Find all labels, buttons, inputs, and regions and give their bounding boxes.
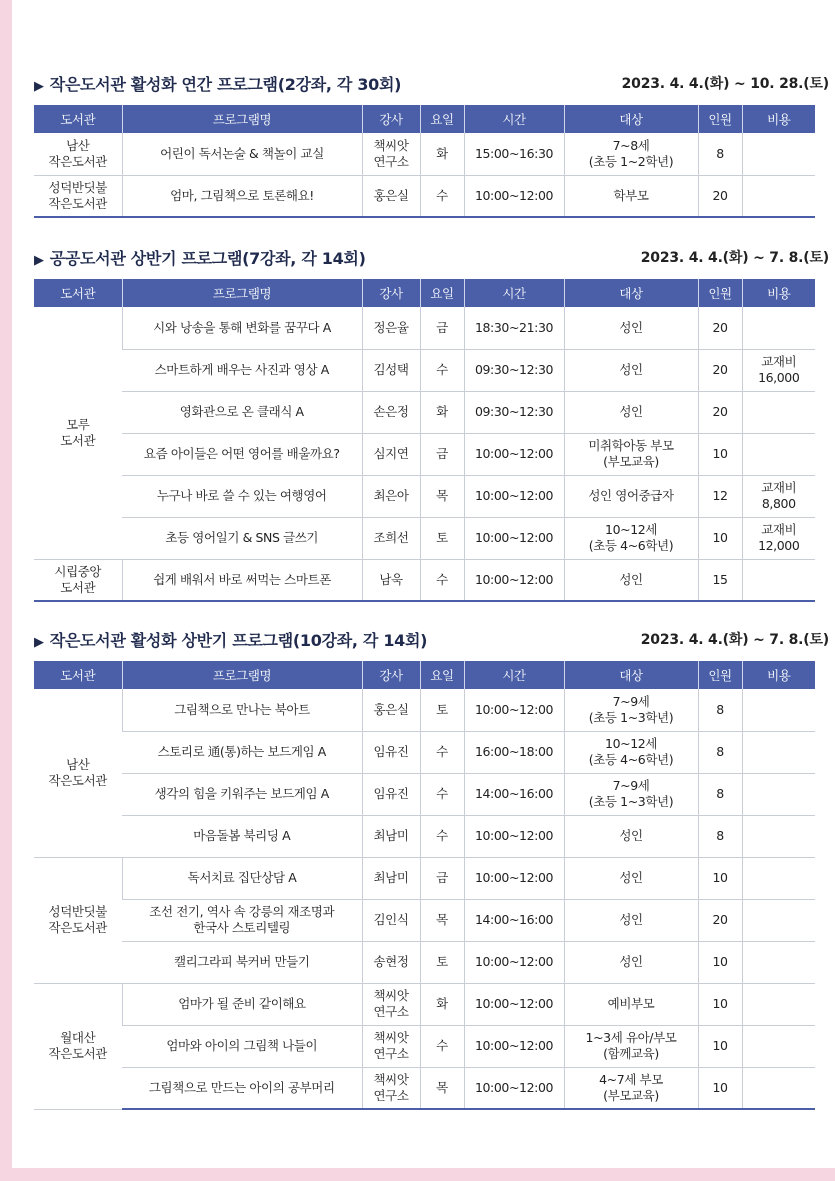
target-cell: 성인 <box>564 349 698 391</box>
column-header: 강사 <box>362 661 420 689</box>
time-cell: 10:00~12:00 <box>464 433 564 475</box>
time-cell: 10:00~12:00 <box>464 815 564 857</box>
instructor-cell: 김인식 <box>362 899 420 941</box>
program-name-cell: 쉽게 배워서 바로 써먹는 스마트폰 <box>122 559 362 601</box>
program-table <box>34 661 815 1110</box>
count-cell: 20 <box>698 307 742 349</box>
count-cell: 8 <box>698 731 742 773</box>
library-cell: 성덕반딧불 작은도서관 <box>34 175 122 217</box>
section-header <box>34 626 829 652</box>
instructor-cell: 책씨앗 연구소 <box>362 983 420 1025</box>
library-cell: 남산 작은도서관 <box>34 689 122 857</box>
column-header: 대상 <box>564 279 698 307</box>
library-cell: 성덕반딧불 작은도서관 <box>34 857 122 983</box>
table-row <box>34 899 815 941</box>
section-date: 2023. 4. 4.(화) ~ 10. 28.(토) <box>621 76 829 92</box>
target-cell: 성인 <box>564 941 698 983</box>
program-name-cell: 마음돌봄 북리딩 A <box>122 815 362 857</box>
section-title-text: 작은도서관 활성화 연간 프로그램(2강좌, 각 30회) <box>49 74 402 94</box>
cost-cell: 교재비 12,000 <box>742 517 815 559</box>
section-title <box>34 246 366 269</box>
table-row <box>34 349 815 391</box>
column-header: 인원 <box>698 661 742 689</box>
cost-cell <box>742 857 815 899</box>
day-cell: 화 <box>420 983 464 1025</box>
column-header: 강사 <box>362 279 420 307</box>
program-name-cell: 엄마, 그림책으로 토론해요! <box>122 175 362 217</box>
table-row <box>34 517 815 559</box>
table-row <box>34 815 815 857</box>
count-cell: 8 <box>698 689 742 731</box>
day-cell: 수 <box>420 773 464 815</box>
program-name-cell: 생각의 힘을 키워주는 보드게임 A <box>122 773 362 815</box>
day-cell: 수 <box>420 815 464 857</box>
instructor-cell: 홍은실 <box>362 175 420 217</box>
target-cell: 1~3세 유아/부모 (함께교육) <box>564 1025 698 1067</box>
column-header: 프로그램명 <box>122 105 362 133</box>
triangle-icon: ▶ <box>34 252 44 268</box>
instructor-cell: 홍은실 <box>362 689 420 731</box>
cost-cell <box>742 983 815 1025</box>
document-page <box>12 0 835 1168</box>
count-cell: 10 <box>698 983 742 1025</box>
program-name-cell: 독서치료 집단상담 A <box>122 857 362 899</box>
column-header: 대상 <box>564 105 698 133</box>
day-cell: 목 <box>420 899 464 941</box>
instructor-cell: 최남미 <box>362 857 420 899</box>
library-cell: 모루 도서관 <box>34 307 122 559</box>
time-cell: 10:00~12:00 <box>464 517 564 559</box>
time-cell: 14:00~16:00 <box>464 899 564 941</box>
day-cell: 수 <box>420 731 464 773</box>
table-row <box>34 773 815 815</box>
day-cell: 화 <box>420 133 464 175</box>
time-cell: 14:00~16:00 <box>464 773 564 815</box>
cost-cell <box>742 689 815 731</box>
target-cell: 성인 <box>564 559 698 601</box>
triangle-icon: ▶ <box>34 78 44 94</box>
target-cell: 성인 <box>564 307 698 349</box>
target-cell: 미취학아동 부모 (부모교육) <box>564 433 698 475</box>
cost-cell <box>742 899 815 941</box>
time-cell: 10:00~12:00 <box>464 1067 564 1109</box>
cost-cell <box>742 815 815 857</box>
table-row <box>34 1025 815 1067</box>
program-name-cell: 시와 낭송을 통해 변화를 꿈꾸다 A <box>122 307 362 349</box>
instructor-cell: 책씨앗 연구소 <box>362 133 420 175</box>
cost-cell: 교재비 16,000 <box>742 349 815 391</box>
cost-cell <box>742 1067 815 1109</box>
section-header <box>34 70 829 96</box>
program-name-cell: 캘리그라피 북커버 만들기 <box>122 941 362 983</box>
instructor-cell: 손은정 <box>362 391 420 433</box>
count-cell: 10 <box>698 857 742 899</box>
table-row <box>34 983 815 1025</box>
target-cell: 성인 <box>564 391 698 433</box>
day-cell: 수 <box>420 1025 464 1067</box>
column-header: 비용 <box>742 105 815 133</box>
time-cell: 16:00~18:00 <box>464 731 564 773</box>
section-date: 2023. 4. 4.(화) ~ 7. 8.(토) <box>640 250 829 266</box>
count-cell: 8 <box>698 815 742 857</box>
column-header: 요일 <box>420 279 464 307</box>
time-cell: 10:00~12:00 <box>464 475 564 517</box>
target-cell: 4~7세 부모 (부모교육) <box>564 1067 698 1109</box>
section-half-year-small-library <box>34 626 829 1110</box>
instructor-cell: 임유진 <box>362 773 420 815</box>
instructor-cell: 책씨앗 연구소 <box>362 1025 420 1067</box>
table-row <box>34 433 815 475</box>
time-cell: 15:00~16:30 <box>464 133 564 175</box>
cost-cell <box>742 307 815 349</box>
cost-cell <box>742 133 815 175</box>
section-public-library <box>34 244 829 602</box>
time-cell: 18:30~21:30 <box>464 307 564 349</box>
day-cell: 목 <box>420 475 464 517</box>
column-header: 비용 <box>742 279 815 307</box>
day-cell: 토 <box>420 689 464 731</box>
program-name-cell: 초등 영어일기 & SNS 글쓰기 <box>122 517 362 559</box>
time-cell: 10:00~12:00 <box>464 983 564 1025</box>
cost-cell: 교재비 8,800 <box>742 475 815 517</box>
target-cell: 학부모 <box>564 175 698 217</box>
table-row <box>34 559 815 601</box>
program-name-cell: 엄마와 아이의 그림책 나들이 <box>122 1025 362 1067</box>
target-cell: 성인 <box>564 899 698 941</box>
table-row <box>34 391 815 433</box>
program-name-cell: 그림책으로 만드는 아이의 공부머리 <box>122 1067 362 1109</box>
column-header: 요일 <box>420 105 464 133</box>
count-cell: 10 <box>698 517 742 559</box>
table-row <box>34 175 815 217</box>
program-name-cell: 엄마가 될 준비 같이해요 <box>122 983 362 1025</box>
instructor-cell: 김성택 <box>362 349 420 391</box>
target-cell: 10~12세 (초등 4~6학년) <box>564 517 698 559</box>
count-cell: 20 <box>698 175 742 217</box>
instructor-cell: 정은율 <box>362 307 420 349</box>
column-header: 인원 <box>698 105 742 133</box>
column-header: 대상 <box>564 661 698 689</box>
section-header <box>34 244 829 270</box>
section-annual-small-library <box>34 70 829 218</box>
column-header: 도서관 <box>34 661 122 689</box>
count-cell: 10 <box>698 1025 742 1067</box>
program-table <box>34 105 815 218</box>
section-title <box>34 628 427 651</box>
target-cell: 성인 영어중급자 <box>564 475 698 517</box>
section-date: 2023. 4. 4.(화) ~ 7. 8.(토) <box>640 632 829 648</box>
cost-cell <box>742 1025 815 1067</box>
instructor-cell: 송현정 <box>362 941 420 983</box>
day-cell: 금 <box>420 307 464 349</box>
instructor-cell: 남욱 <box>362 559 420 601</box>
count-cell: 20 <box>698 899 742 941</box>
library-cell: 남산 작은도서관 <box>34 133 122 175</box>
table-row <box>34 941 815 983</box>
count-cell: 8 <box>698 773 742 815</box>
instructor-cell: 조희선 <box>362 517 420 559</box>
day-cell: 수 <box>420 349 464 391</box>
column-header: 시간 <box>464 105 564 133</box>
time-cell: 10:00~12:00 <box>464 857 564 899</box>
program-table <box>34 279 815 602</box>
cost-cell <box>742 731 815 773</box>
count-cell: 20 <box>698 391 742 433</box>
column-header: 강사 <box>362 105 420 133</box>
cost-cell <box>742 773 815 815</box>
cost-cell <box>742 433 815 475</box>
instructor-cell: 심지연 <box>362 433 420 475</box>
library-cell: 시립중앙 도서관 <box>34 559 122 601</box>
cost-cell <box>742 391 815 433</box>
count-cell: 12 <box>698 475 742 517</box>
count-cell: 10 <box>698 1067 742 1109</box>
column-header: 시간 <box>464 661 564 689</box>
day-cell: 금 <box>420 857 464 899</box>
table-row <box>34 1067 815 1109</box>
column-header: 도서관 <box>34 105 122 133</box>
day-cell: 수 <box>420 175 464 217</box>
program-name-cell: 영화관으로 온 클래식 A <box>122 391 362 433</box>
time-cell: 09:30~12:30 <box>464 349 564 391</box>
target-cell: 7~8세 (초등 1~2학년) <box>564 133 698 175</box>
column-header: 요일 <box>420 661 464 689</box>
instructor-cell: 임유진 <box>362 731 420 773</box>
time-cell: 10:00~12:00 <box>464 941 564 983</box>
column-header: 도서관 <box>34 279 122 307</box>
count-cell: 20 <box>698 349 742 391</box>
day-cell: 토 <box>420 941 464 983</box>
program-name-cell: 스마트하게 배우는 사진과 영상 A <box>122 349 362 391</box>
program-name-cell: 요즘 아이들은 어떤 영어를 배울까요? <box>122 433 362 475</box>
target-cell: 7~9세 (초등 1~3학년) <box>564 689 698 731</box>
table-row <box>34 731 815 773</box>
program-name-cell: 그림책으로 만나는 북아트 <box>122 689 362 731</box>
program-name-cell: 스토리로 通(통)하는 보드게임 A <box>122 731 362 773</box>
section-title-text: 작은도서관 활성화 상반기 프로그램(10강좌, 각 14회) <box>49 630 428 650</box>
target-cell: 10~12세 (초등 4~6학년) <box>564 731 698 773</box>
instructor-cell: 최은아 <box>362 475 420 517</box>
column-header: 인원 <box>698 279 742 307</box>
table-row <box>34 307 815 349</box>
table-row <box>34 689 815 731</box>
day-cell: 목 <box>420 1067 464 1109</box>
count-cell: 10 <box>698 433 742 475</box>
table-row <box>34 133 815 175</box>
cost-cell <box>742 941 815 983</box>
library-cell: 월대산 작은도서관 <box>34 983 122 1109</box>
time-cell: 10:00~12:00 <box>464 689 564 731</box>
section-title <box>34 72 401 95</box>
target-cell: 예비부모 <box>564 983 698 1025</box>
target-cell: 성인 <box>564 815 698 857</box>
instructor-cell: 책씨앗 연구소 <box>362 1067 420 1109</box>
count-cell: 15 <box>698 559 742 601</box>
column-header: 비용 <box>742 661 815 689</box>
program-name-cell: 조선 전기, 역사 속 강릉의 재조명과 한국사 스토리텔링 <box>122 899 362 941</box>
target-cell: 7~9세 (초등 1~3학년) <box>564 773 698 815</box>
table-row <box>34 857 815 899</box>
cost-cell <box>742 559 815 601</box>
day-cell: 수 <box>420 559 464 601</box>
table-row <box>34 475 815 517</box>
time-cell: 10:00~12:00 <box>464 1025 564 1067</box>
column-header: 프로그램명 <box>122 279 362 307</box>
target-cell: 성인 <box>564 857 698 899</box>
time-cell: 10:00~12:00 <box>464 559 564 601</box>
count-cell: 10 <box>698 941 742 983</box>
day-cell: 금 <box>420 433 464 475</box>
cost-cell <box>742 175 815 217</box>
day-cell: 화 <box>420 391 464 433</box>
program-name-cell: 누구나 바로 쓸 수 있는 여행영어 <box>122 475 362 517</box>
triangle-icon: ▶ <box>34 634 44 650</box>
time-cell: 09:30~12:30 <box>464 391 564 433</box>
column-header: 시간 <box>464 279 564 307</box>
day-cell: 토 <box>420 517 464 559</box>
program-name-cell: 어린이 독서논술 & 책놀이 교실 <box>122 133 362 175</box>
count-cell: 8 <box>698 133 742 175</box>
column-header: 프로그램명 <box>122 661 362 689</box>
instructor-cell: 최남미 <box>362 815 420 857</box>
section-title-text: 공공도서관 상반기 프로그램(7강좌, 각 14회) <box>49 248 366 268</box>
time-cell: 10:00~12:00 <box>464 175 564 217</box>
